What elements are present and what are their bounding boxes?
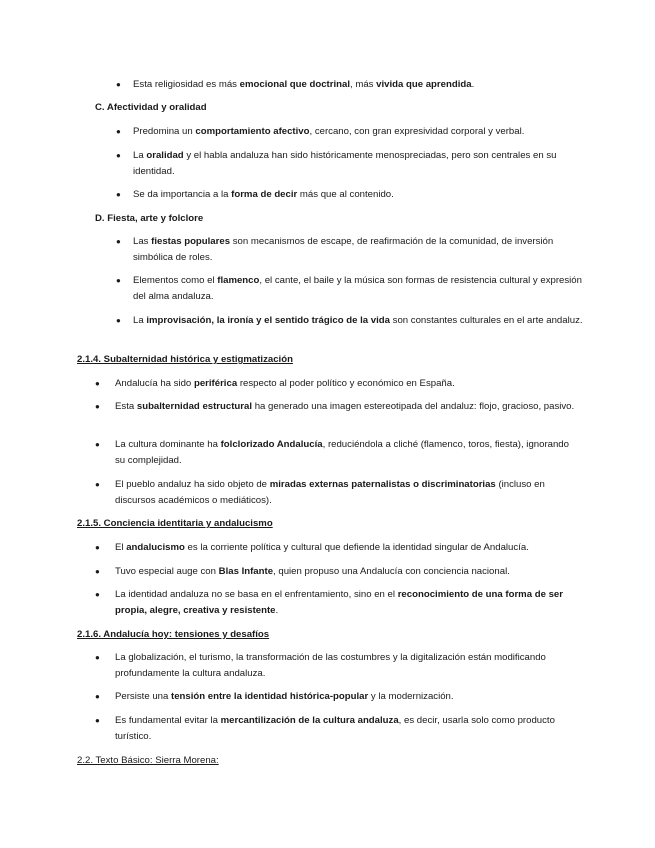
bullet-icon: ● <box>95 480 100 489</box>
bullet-icon: ● <box>95 402 100 411</box>
list-item-text: La oralidad y el habla andaluza han sido históricamente menospreciadas, pero son centrales en su identidad. <box>133 150 557 177</box>
list-item-text: Elementos como el flamenco, el cante, el baile y la música son formas de resistencia cultural y expresión del alma andaluza. <box>133 275 582 302</box>
section-heading: 2.2. Texto Básico: Sierra Morena: <box>77 755 219 766</box>
subsection-heading: D. Fiesta, arte y folclore <box>95 213 204 224</box>
list-item-text: El pueblo andaluz ha sido objeto de miradas externas paternalistas o discriminatorias (incluso en discursos académicos o mediáticos). <box>115 479 545 506</box>
list-item-text: Andalucía ha sido periférica respecto al poder político y económico en España. <box>115 378 455 389</box>
list-item-text: La cultura dominante ha folclorizado Andalucía, reduciéndola a cliché (flamenco, toros, fiesta), ignorando su complejidad. <box>115 439 569 466</box>
bullet-icon: ● <box>95 567 100 576</box>
list-item-text: Esta subalternidad estructural ha generado una imagen estereotipada del andaluz: flojo, gracioso, pasivo. <box>115 401 575 412</box>
list-item-text: Esta religiosidad es más emocional que doctrinal, más vivida que aprendida. <box>133 79 475 90</box>
list-item-text: Persiste una tensión entre la identidad histórica-popular y la modernización. <box>115 691 454 702</box>
bullet-icon: ● <box>95 590 100 599</box>
list-item-text: Predomina un comportamiento afectivo, cercano, con gran expresividad corporal y verbal. <box>133 126 525 137</box>
bullet-icon: ● <box>116 316 121 325</box>
list-item-text: El andalucismo es la corriente política y cultural que defiende la identidad singular de Andalucía. <box>115 542 529 553</box>
list-item-text: Las fiestas populares son mecanismos de escape, de reafirmación de la comunidad, de inversión simbólica de roles. <box>133 236 554 263</box>
bullet-icon: ● <box>95 716 100 725</box>
bullet-icon: ● <box>116 80 121 89</box>
list-item-text: Es fundamental evitar la mercantilización de la cultura andaluza, es decir, usarla solo como producto turístico. <box>115 715 555 742</box>
subsection-heading: C. Afectividad y oralidad <box>95 102 207 113</box>
bullet-icon: ● <box>116 190 121 199</box>
bullet-icon: ● <box>116 237 121 246</box>
list-item-text: Se da importancia a la forma de decir más que al contenido. <box>133 189 394 200</box>
bullet-icon: ● <box>116 276 121 285</box>
bullet-icon: ● <box>95 543 100 552</box>
bullet-icon: ● <box>116 151 121 160</box>
section-heading: 2.1.6. Andalucía hoy: tensiones y desafíos <box>77 629 270 640</box>
bullet-icon: ● <box>95 692 100 701</box>
list-item-text: La globalización, el turismo, la transformación de las costumbres y la digitalización están modificando profundamente la cultura andaluza. <box>115 652 546 679</box>
list-item-text: Tuvo especial auge con Blas Infante, quien propuso una Andalucía con conciencia nacional. <box>115 566 510 577</box>
bullet-icon: ● <box>116 127 121 136</box>
section-heading: 2.1.5. Conciencia identitaria y andalucismo <box>77 518 273 529</box>
bullet-icon: ● <box>95 653 100 662</box>
list-item-text: La improvisación, la ironía y el sentido trágico de la vida son constantes culturales en el arte andaluz. <box>133 315 583 326</box>
section-heading: 2.1.4. Subalternidad histórica y estigmatización <box>77 354 293 365</box>
bullet-icon: ● <box>95 379 100 388</box>
bullet-icon: ● <box>95 440 100 449</box>
list-item-text: La identidad andaluza no se basa en el enfrentamiento, sino en el reconocimiento de una forma de ser propia, alegre, creativa y resistente. <box>115 589 563 616</box>
